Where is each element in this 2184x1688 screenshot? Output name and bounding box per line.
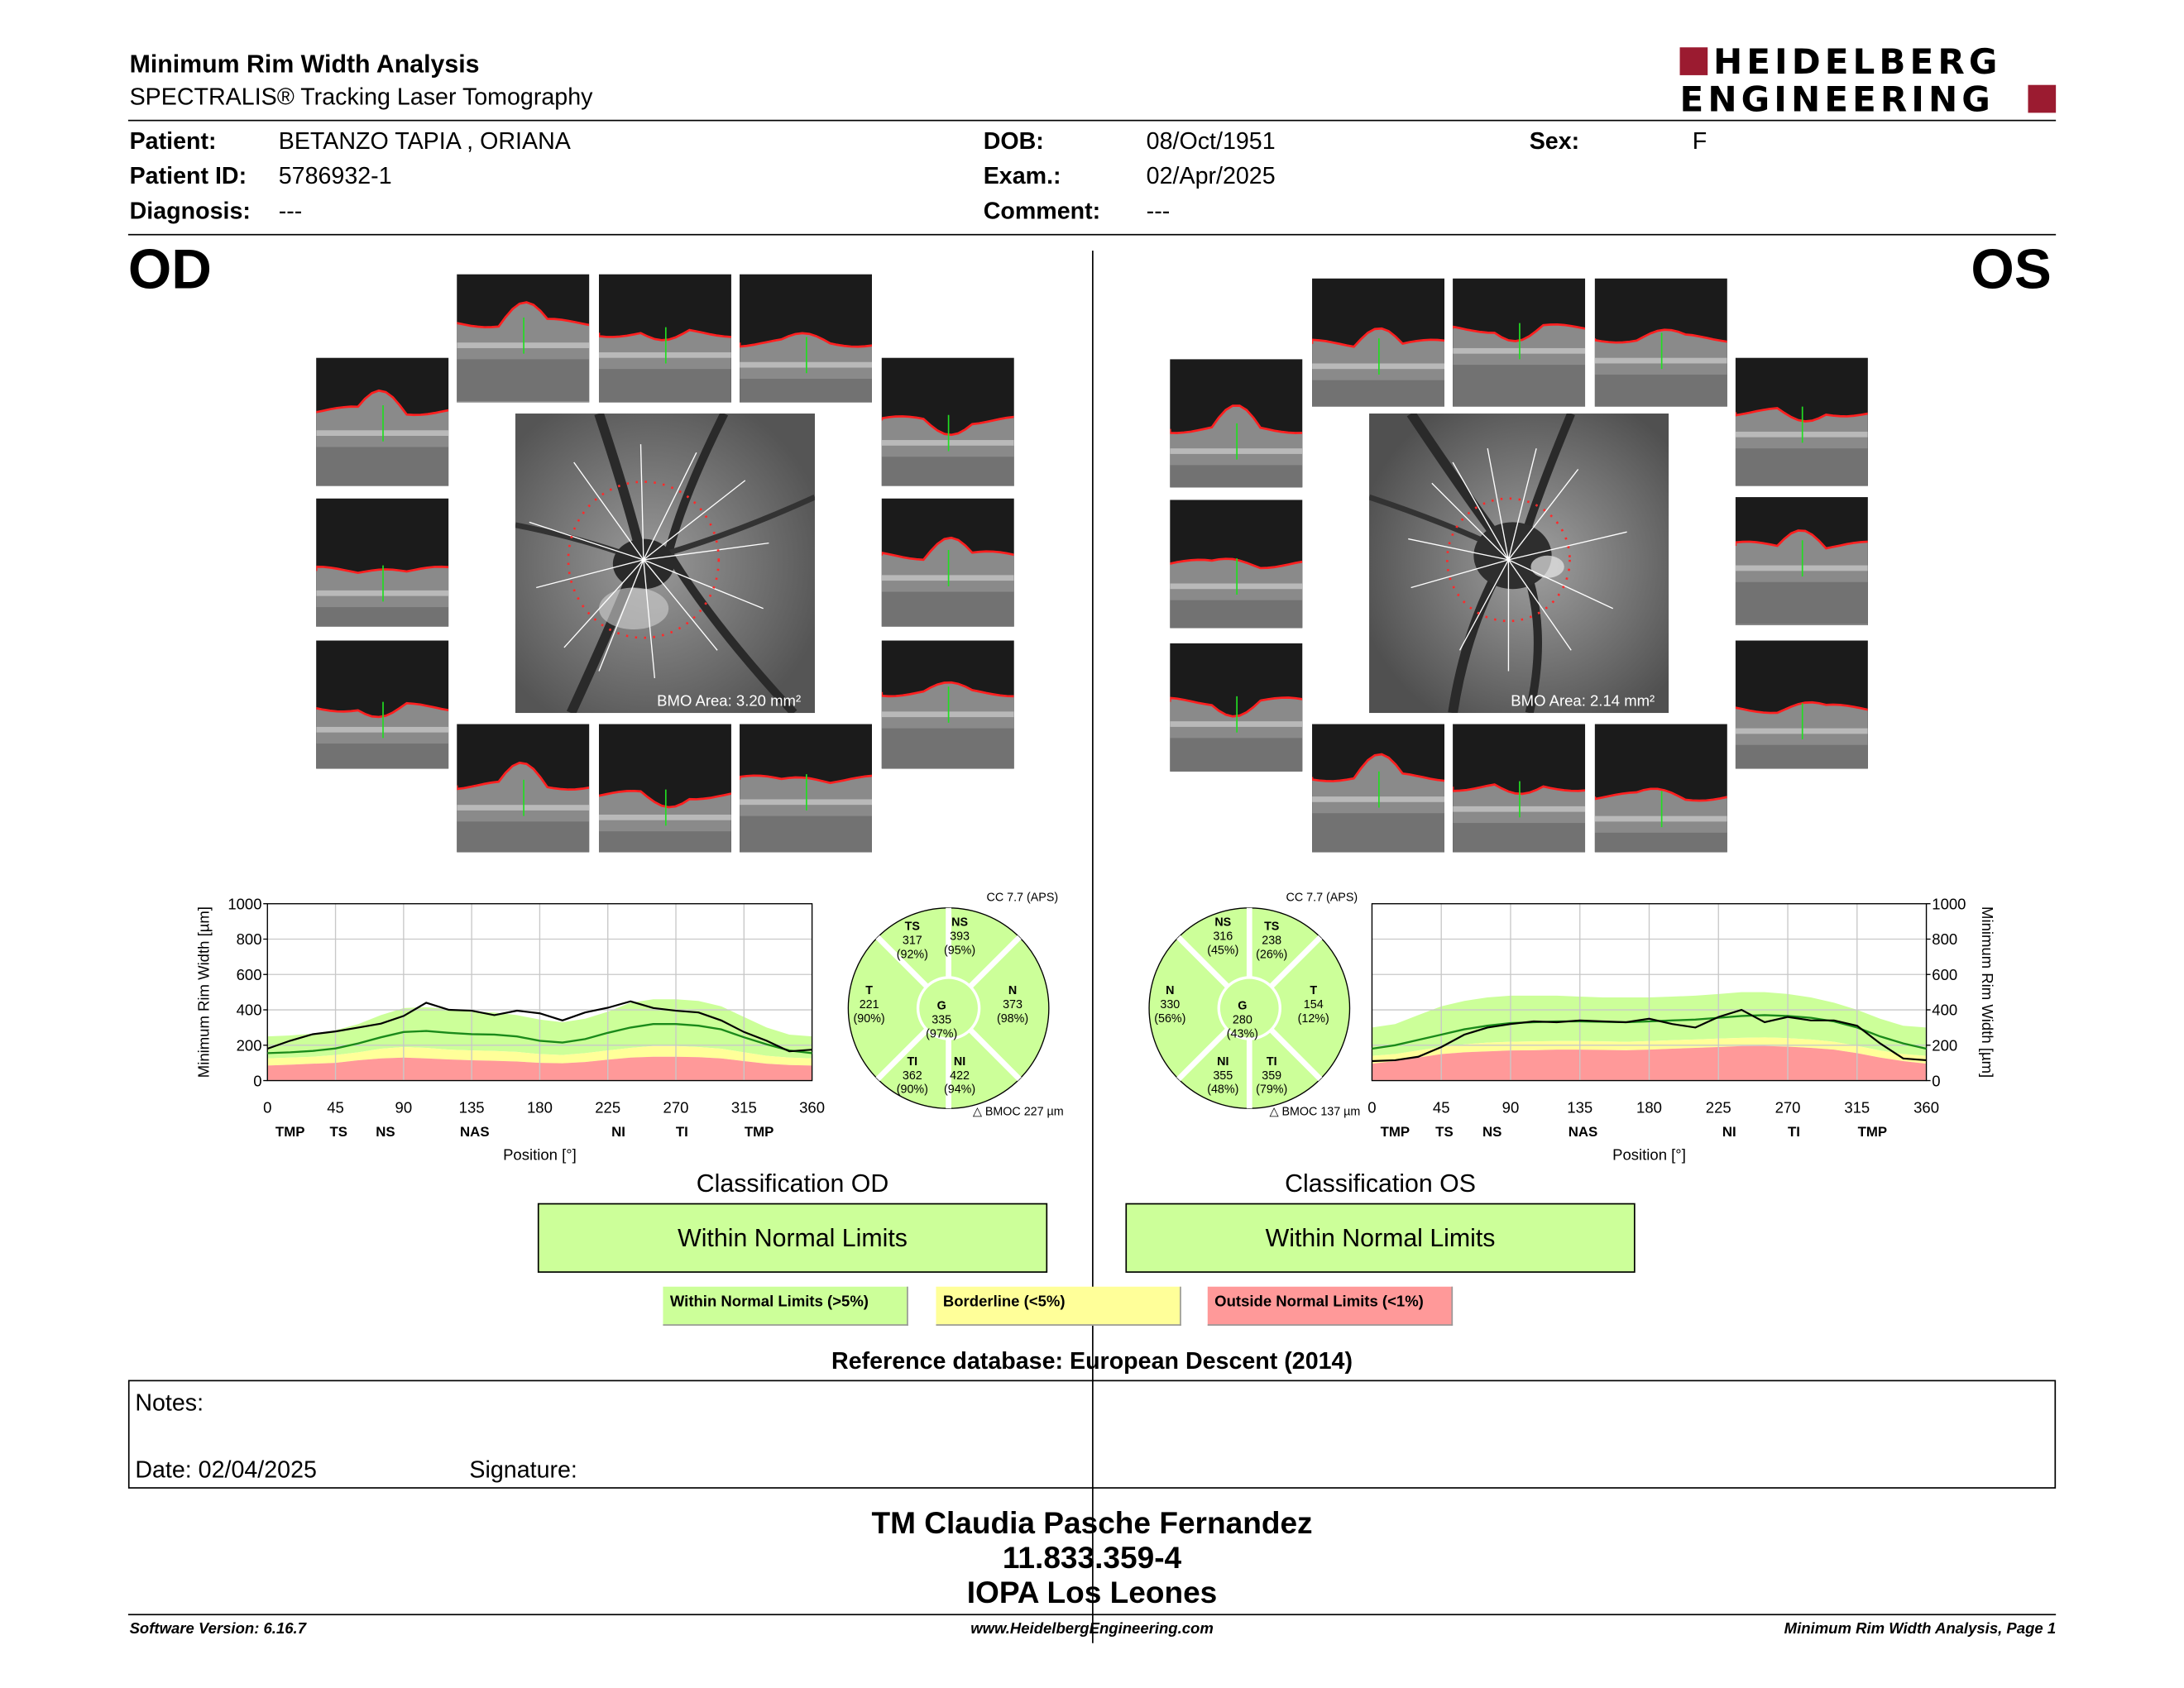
dob-value: 08/Oct/1951: [1146, 127, 1276, 155]
sector-n-name: N: [1166, 984, 1175, 998]
sector-n-value: 373: [1003, 997, 1023, 1011]
patient-label: Patient:: [129, 127, 217, 155]
reference-database: Reference database: European Descent (2014): [831, 1347, 1353, 1375]
sector-g-name: G: [1238, 999, 1248, 1013]
ytick-label-200: 200: [236, 1036, 262, 1054]
os-classification-title: Classification OS: [1285, 1169, 1476, 1198]
signer-name: TM Claudia Pasche Fernandez: [871, 1505, 1313, 1541]
sector-label-tmp-0: TMP: [1380, 1123, 1410, 1140]
cc-label: CC 7.7 (APS): [986, 891, 1059, 905]
comment-label: Comment:: [983, 198, 1101, 225]
sector-ns-name: NS: [1214, 916, 1232, 930]
y-axis-label: Minimum Rim Width [µm]: [194, 906, 213, 1078]
xtick-label-90: 90: [1502, 1098, 1520, 1117]
patient-id-label: Patient ID:: [129, 162, 247, 189]
od-bmo-area: BMO Area: 3.20 mm²: [657, 693, 802, 710]
xtick-label-0: 0: [1367, 1098, 1377, 1117]
sector-g-percent: (43%): [1226, 1027, 1258, 1041]
xtick-label-135: 135: [458, 1098, 485, 1117]
x-axis-label: Position [°]: [503, 1145, 577, 1164]
od-oct-bscan-1: [457, 275, 589, 403]
dob-label: DOB:: [983, 127, 1044, 155]
sector-label-ns-2: NS: [376, 1123, 395, 1140]
os-fundus-graphic: [1369, 414, 1669, 713]
patient-divider: [128, 234, 2056, 236]
os-fundus-image: [1369, 414, 1669, 713]
report-subtitle: SPECTRALIS® Tracking Laser Tomography: [129, 84, 593, 111]
sector-ts-value: 317: [902, 934, 922, 948]
od-oct-bscan-3: [740, 275, 872, 403]
sector-label-ns-2: NS: [1482, 1123, 1502, 1140]
notes-box: [128, 1380, 2056, 1489]
od-oct-bscan-10: [457, 724, 589, 853]
signer-org: IOPA Los Leones: [966, 1575, 1218, 1610]
sector-ti-percent: (79%): [1256, 1083, 1288, 1097]
xtick-label-0: 0: [263, 1098, 272, 1117]
od-oct-bscan-4: [316, 358, 448, 486]
sector-ni-name: NI: [953, 1055, 966, 1069]
report-title: Minimum Rim Width Analysis: [129, 50, 480, 79]
sector-ns-value: 316: [1213, 930, 1233, 944]
os-oct-bscan-3: [1595, 279, 1727, 407]
logo-line1: HEIDELBERG: [1712, 41, 2002, 83]
sector-n-percent: (98%): [996, 1011, 1029, 1026]
od-classification-result: Within Normal Limits: [538, 1203, 1047, 1273]
cc-label: CC 7.7 (APS): [1286, 891, 1358, 905]
ytick-label-800: 800: [236, 930, 262, 949]
sector-ni-percent: (48%): [1207, 1083, 1239, 1097]
sector-n-percent: (56%): [1154, 1011, 1186, 1026]
signature-label: Signature:: [469, 1456, 577, 1484]
od-oct-bscan-6: [316, 499, 448, 627]
sector-ti-name: TI: [1266, 1055, 1277, 1069]
xtick-label-315: 315: [730, 1098, 757, 1117]
header-divider: [128, 120, 2056, 122]
sector-label-tmp-0: TMP: [275, 1123, 305, 1140]
patient-name: BETANZO TAPIA , ORIANA: [278, 127, 571, 155]
sector-g-value: 335: [932, 1013, 952, 1027]
notes-date: Date: 02/04/2025: [135, 1456, 317, 1484]
os-oct-bscan-8: [1170, 643, 1302, 772]
x-axis-label: Position [°]: [1612, 1145, 1686, 1164]
xtick-label-315: 315: [1844, 1098, 1870, 1117]
sector-ni-name: NI: [1217, 1055, 1229, 1069]
sector-ti-name: TI: [907, 1055, 918, 1069]
od-oct-bscan-9: [882, 641, 1014, 769]
bmoc-label: △ BMOC 137 µm: [1269, 1105, 1361, 1119]
od-oct-bscan-5: [882, 358, 1014, 486]
sector-t-percent: (12%): [1297, 1011, 1329, 1026]
sector-ni-value: 422: [950, 1069, 970, 1083]
xtick-label-180: 180: [526, 1098, 553, 1117]
sector-g-value: 280: [1232, 1013, 1252, 1027]
footer-page: Minimum Rim Width Analysis, Page 1: [1784, 1620, 2057, 1638]
sector-t-percent: (90%): [853, 1011, 885, 1026]
os-oct-bscan-10: [1312, 724, 1444, 853]
footer-divider: [128, 1614, 2056, 1615]
logo-line2: ENGINEERING: [1679, 79, 1995, 120]
xtick-label-45: 45: [1432, 1098, 1450, 1117]
sector-ns-name: NS: [951, 916, 969, 930]
sector-g-percent: (97%): [926, 1027, 958, 1041]
sector-ti-percent: (90%): [896, 1083, 928, 1097]
sector-t-name: T: [865, 984, 873, 998]
footer-url[interactable]: www.HeidelbergEngineering.com: [970, 1620, 1214, 1638]
heidelberg-logo: [1679, 41, 2057, 120]
sector-label-ni-4: NI: [611, 1123, 625, 1140]
legend-borderline: Borderline (<5%): [936, 1287, 1181, 1326]
sector-t-name: T: [1310, 984, 1318, 998]
logo-square-bottom: [2028, 85, 2056, 113]
sex-label: Sex:: [1529, 127, 1580, 155]
sector-label-nas-3: NAS: [460, 1123, 490, 1140]
sector-t-value: 221: [859, 997, 879, 1011]
xtick-label-90: 90: [395, 1098, 413, 1117]
diagnosis-value: ---: [278, 198, 303, 225]
os-bmo-area: BMO Area: 2.14 mm²: [1511, 693, 1655, 710]
sector-t-value: 154: [1303, 997, 1324, 1011]
patient-id: 5786932-1: [278, 162, 392, 189]
sector-ns-percent: (45%): [1207, 944, 1239, 958]
xtick-label-360: 360: [799, 1098, 826, 1117]
os-oct-bscan-7: [1736, 497, 1868, 625]
od-oct-bscan-8: [316, 641, 448, 769]
sector-ni-percent: (94%): [943, 1083, 976, 1097]
sector-ts-percent: (92%): [896, 948, 928, 962]
diagnosis-label: Diagnosis:: [129, 198, 251, 225]
os-classification-result: Within Normal Limits: [1125, 1203, 1635, 1273]
y-axis-label: Minimum Rim Width [µm]: [1978, 906, 1996, 1078]
ytick-label-400: 400: [236, 1001, 262, 1019]
ytick-label-1000: 1000: [1932, 895, 1966, 913]
od-fundus-graphic: [515, 414, 815, 713]
sector-label-nas-3: NAS: [1568, 1123, 1598, 1140]
xtick-label-45: 45: [327, 1098, 344, 1117]
legend-within: Within Normal Limits (>5%): [663, 1287, 908, 1326]
sector-label-ts-1: TS: [329, 1123, 347, 1140]
bmoc-label: △ BMOC 227 µm: [972, 1105, 1064, 1119]
comment-value: ---: [1146, 198, 1171, 225]
exam-value: 02/Apr/2025: [1146, 162, 1276, 189]
xtick-label-135: 135: [1567, 1098, 1593, 1117]
sector-label-ts-1: TS: [1435, 1123, 1454, 1140]
exam-label: Exam.:: [983, 162, 1061, 189]
os-label: OS: [1971, 239, 2052, 301]
xtick-label-360: 360: [1913, 1098, 1940, 1117]
sector-n-name: N: [1008, 984, 1018, 998]
od-sector-circle: [830, 886, 1066, 1126]
os-oct-bscan-12: [1595, 724, 1727, 853]
os-oct-bscan-11: [1453, 724, 1585, 853]
legend-outside: Outside Normal Limits (<1%): [1208, 1287, 1453, 1326]
notes-label: Notes:: [135, 1389, 204, 1417]
os-oct-bscan-6: [1170, 500, 1302, 628]
sector-ts-name: TS: [904, 920, 920, 934]
od-oct-bscan-11: [599, 724, 731, 853]
sector-label-ti-5: TI: [1787, 1123, 1800, 1140]
os-mrw-chart: [1351, 892, 2005, 1170]
xtick-label-270: 270: [663, 1098, 689, 1117]
od-oct-bscan-7: [882, 499, 1014, 627]
os-sector-circle: [1131, 886, 1367, 1126]
ytick-label-600: 600: [236, 965, 262, 983]
os-oct-bscan-2: [1453, 279, 1585, 407]
ytick-label-400: 400: [1932, 1001, 1958, 1019]
ytick-label-200: 200: [1932, 1036, 1958, 1054]
sector-g-name: G: [936, 999, 946, 1013]
software-version: Software Version: 6.16.7: [129, 1620, 307, 1638]
ytick-label-600: 600: [1932, 965, 1958, 983]
os-oct-bscan-9: [1736, 641, 1868, 769]
sector-ni-value: 355: [1213, 1069, 1233, 1083]
signer-id: 11.833.359-4: [1002, 1540, 1182, 1576]
sector-ns-percent: (95%): [943, 944, 976, 958]
sector-label-tmp-6: TMP: [744, 1123, 774, 1140]
sector-label-ti-5: TI: [675, 1123, 688, 1140]
od-oct-bscan-2: [599, 275, 731, 403]
ytick-label-0: 0: [1932, 1072, 1941, 1090]
sector-label-tmp-6: TMP: [1857, 1123, 1888, 1140]
xtick-label-270: 270: [1774, 1098, 1801, 1117]
sector-label-ni-4: NI: [1722, 1123, 1736, 1140]
od-label: OD: [127, 239, 212, 301]
os-oct-bscan-1: [1312, 279, 1444, 407]
od-mrw-chart: [192, 892, 833, 1170]
ytick-label-0: 0: [253, 1072, 262, 1090]
sector-ts-value: 238: [1262, 934, 1282, 948]
sector-ti-value: 359: [1262, 1069, 1282, 1083]
ytick-label-800: 800: [1932, 930, 1958, 949]
sector-ts-percent: (26%): [1256, 948, 1288, 962]
xtick-label-225: 225: [1705, 1098, 1731, 1117]
od-oct-bscan-12: [740, 724, 872, 853]
sector-n-value: 330: [1160, 997, 1181, 1011]
xtick-label-225: 225: [595, 1098, 621, 1117]
od-classification-title: Classification OD: [696, 1169, 889, 1198]
sex-value: F: [1692, 127, 1707, 155]
os-oct-bscan-4: [1170, 359, 1302, 487]
logo-square-top: [1680, 47, 1708, 75]
sector-ts-name: TS: [1264, 920, 1280, 934]
os-oct-bscan-5: [1736, 358, 1868, 486]
od-fundus-image: [515, 414, 815, 713]
ytick-label-1000: 1000: [228, 895, 262, 913]
sector-ns-value: 393: [950, 930, 970, 944]
xtick-label-180: 180: [1636, 1098, 1662, 1117]
sector-ti-value: 362: [902, 1069, 922, 1083]
